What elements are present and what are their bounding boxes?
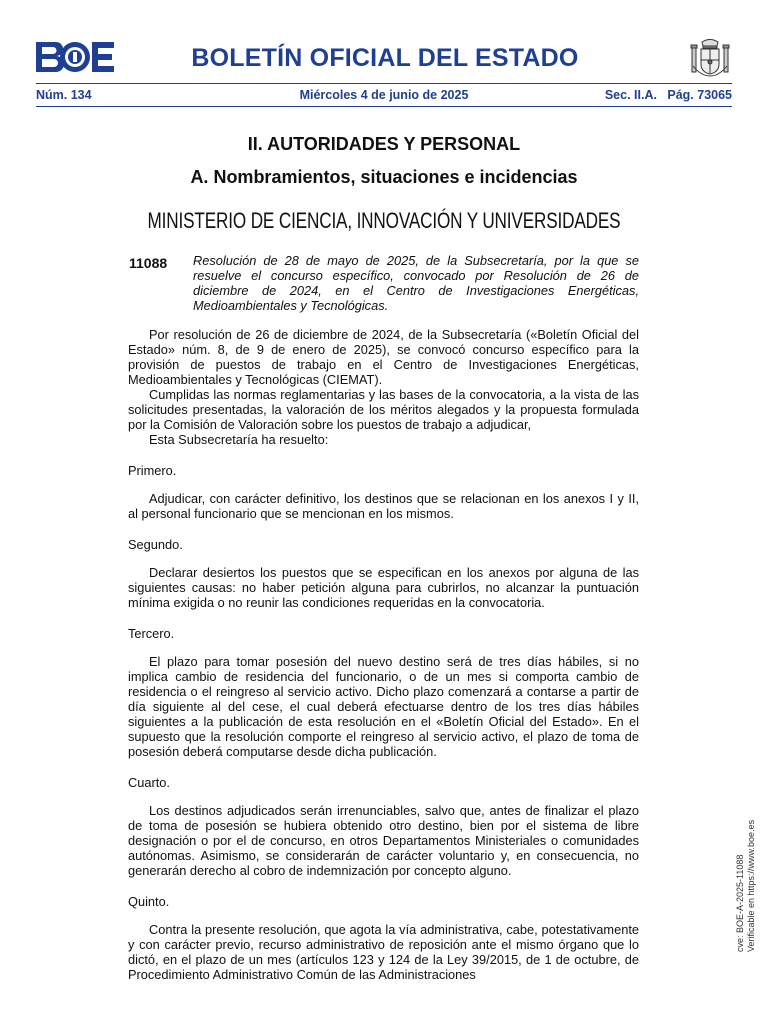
- subsection-heading: A. Nombramientos, situaciones e incidencias: [190, 167, 578, 187]
- ministry-heading: MINISTERIO DE CIENCIA, INNOVACIÓN Y UNIVERSIDADES: [147, 208, 621, 233]
- verification-note: [735, 820, 757, 952]
- document-body: [128, 327, 639, 982]
- article-text-cuarto: Los destinos adjudicados serán irrenunciables, salvo que, antes de finalizar el plazo de toma de posesión se hubiera obtenido otro destino, bien por el sistema de libre designación o por el de concurso, en otros Departamentos Ministeriales o comunidades autónomas. Asimismo, se considerarán de carácter voluntario y, en consecuencia, no generarán derecho al cobro de indemnización por concepto alguno.: [128, 803, 639, 878]
- article-text-primero: Adjudicar, con carácter definitivo, los destinos que se relacionan en los anexos I y II, al personal funcionario que se mencionan en los mismos.: [128, 491, 639, 521]
- bulletin-title: BOLETÍN OFICIAL DEL ESTADO: [191, 44, 579, 72]
- article-heading-quinto: Quinto.: [128, 894, 170, 909]
- header-rule-bottom: [36, 106, 732, 107]
- intro-paragraph: Cumplidas las normas reglamentarias y las bases de la convocatoria, a la vista de las solicitudes presentadas, la valoración de los méritos alegados y la propuesta formulada por la Comisión de Valoración sobre los puestos de trabajo a adjudicar,: [128, 387, 639, 432]
- article-heading-tercero: Tercero.: [128, 626, 175, 641]
- section-heading: II. AUTORIDADES Y PERSONAL: [247, 134, 521, 154]
- intro-paragraph: Esta Subsecretaría ha resuelto:: [149, 432, 329, 447]
- cve-code: cve: BOE-A-2025-11088: [735, 854, 745, 952]
- verify-link[interactable]: Verificable en https://www.boe.es: [746, 819, 756, 952]
- boe-logo: [36, 42, 114, 72]
- issue-date: Miércoles 4 de junio de 2025: [299, 88, 469, 102]
- issue-number: Núm. 134: [36, 88, 92, 102]
- coat-of-arms-icon: [689, 36, 731, 80]
- article-heading-segundo: Segundo.: [128, 537, 183, 552]
- resolution-title: Resolución de 28 de mayo de 2025, de la Subsecretaría, por la que se resuelve el concurso específico, convocado por Resolución de 26 de diciembre de 2024, en el Centro de Investigaciones Energéticas, Medioambientales y Tecnológicas.: [193, 253, 639, 313]
- article-heading-cuarto: Cuarto.: [128, 775, 170, 790]
- article-heading-primero: Primero.: [128, 463, 177, 478]
- header-rule-top: [36, 83, 732, 84]
- resolution-number: 11088: [129, 255, 168, 271]
- article-text-quinto: Contra la presente resolución, que agota la vía administrativa, cabe, potestativamente y con carácter previo, recurso administrativo de reposición ante el mismo órgano que lo dictó, en el plazo de un mes (artículos 123 y 124 de la Ley 39/2015, de 1 de octubre, de Procedimiento Administrativo Común de las Administraciones: [128, 922, 639, 982]
- article-text-segundo: Declarar desiertos los puestos que se especifican en los anexos por alguna de las siguientes causas: no haber petición alguna para cubrirlos, no alcanzar la puntuación mínima exigida o no reunir las condiciones requeridas en la convocatoria.: [128, 565, 639, 610]
- section-page: Sec. II.A. Pág. 73065: [604, 88, 732, 102]
- intro-paragraph: Por resolución de 26 de diciembre de 2024, de la Subsecretaría («Boletín Oficial del Estado» núm. 8, de 9 de enero de 2025), se convocó concurso específico para la provisión de puestos de trabajo en el Centro de Investigaciones Energéticas, Medioambientales y Tecnológicas (CIEMAT).: [128, 327, 639, 387]
- article-text-tercero: El plazo para tomar posesión del nuevo destino será de tres días hábiles, si no implica cambio de residencia del funcionario, o de un mes si comporta cambio de residencia o el reingreso al servicio activo. Dicho plazo comenzará a contarse a partir de día siguiente al del cese, el cual deberá efectuarse dentro de los tres días hábiles siguientes a la publicación de esta resolución en el «Boletín Oficial del Estado». En el supuesto que la resolución comporte el reingreso al servicio activo, el plazo de toma de posesión deberá computarse desde dicha publicación.: [128, 654, 639, 759]
